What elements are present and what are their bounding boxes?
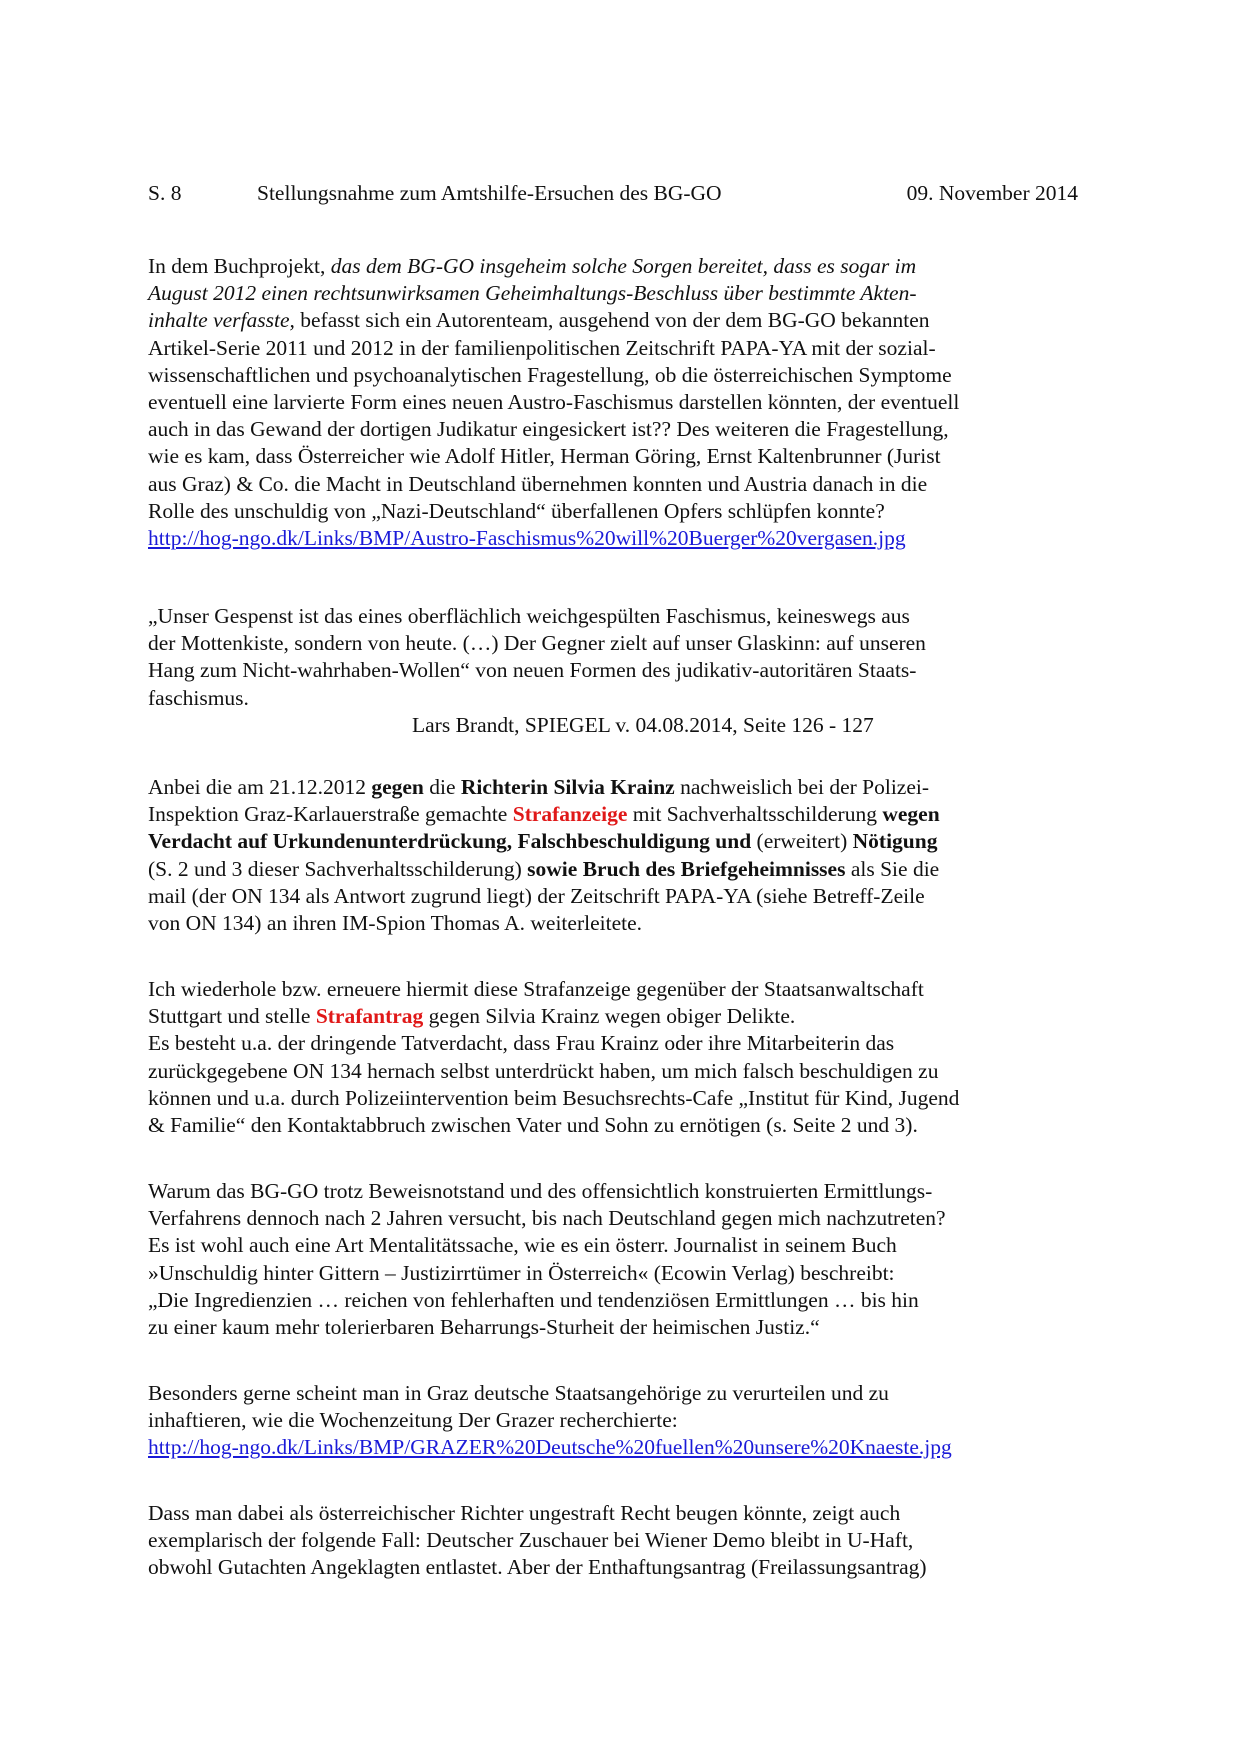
austro-faschismus-link[interactable]: http://hog-ngo.dk/Links/BMP/Austro-Faschismus%20will%20Buerger%20vergasen.jpg xyxy=(148,525,906,550)
text-line: exemplarisch der folgende Fall: Deutscher Zuschauer bei Wiener Demo bleibt in U-Haft, xyxy=(148,1528,914,1553)
italic-text: inhalte verfasste, xyxy=(148,308,295,333)
quote-source: Lars Brandt, SPIEGEL v. 04.08.2014, Seite 126 - 127 xyxy=(412,712,874,737)
quote-line: faschismus. xyxy=(148,685,249,710)
quote-line: „Unser Gespenst ist das eines oberflächlich weichgespülten Faschismus, keineswegs aus xyxy=(148,604,910,628)
text-line: »Unschuldig hinter Gittern – Justizirrtümer in Österreich« (Ecowin Verlag) beschreibt: xyxy=(148,1260,895,1285)
paragraph-book-project xyxy=(148,253,1088,552)
header-date: 09. November 2014 xyxy=(906,181,1078,205)
text-line: von ON 134) an ihren IM-Spion Thomas A. weiterleitete. xyxy=(148,910,643,935)
bold-text: wegen xyxy=(882,802,940,827)
text-line: aus Graz) & Co. die Macht in Deutschland übernehmen konnten und Austria danach in die xyxy=(148,471,928,496)
text-line: Rolle des unschuldig von „Nazi-Deutschland“ überfallenen Opfers schlüpfen konnte? xyxy=(148,498,885,523)
header-title: Stellungsnahme zum Amtshilfe-Ersuchen des BG-GO xyxy=(257,181,722,205)
text-line: zurückgegebene ON 134 hernach selbst unterdrückt haben, um mich falsch beschuldigen zu xyxy=(148,1058,939,1083)
bold-text: Verdacht auf Urkundenunterdrückung, Falschbeschuldigung und xyxy=(148,829,752,854)
text-line: inhaftieren, wie die Wochenzeitung Der Grazer recherchierte: xyxy=(148,1408,678,1433)
text: als Sie die xyxy=(845,856,940,881)
text: befasst sich ein Autorenteam, ausgehend von der dem BG-GO bekannten xyxy=(294,308,930,333)
text: gegen Silvia Krainz wegen obiger Delikte. xyxy=(423,1004,796,1029)
text: die xyxy=(423,775,461,799)
italic-text: das dem BG-GO insgeheim solche Sorgen bereitet, dass es sogar im xyxy=(330,254,917,278)
spiegel-quote xyxy=(148,603,1088,739)
bold-text: gegen xyxy=(371,775,424,799)
grazer-link[interactable]: http://hog-ngo.dk/Links/BMP/GRAZER%20Deutsche%20fuellen%20unsere%20Knaeste.jpg xyxy=(148,1435,952,1460)
text-line: obwohl Gutachten Angeklagten entlastet. Aber der Enthaftungsantrag (Freilassungsantrag) xyxy=(148,1555,927,1580)
italic-text: August 2012 einen rechtsunwirksamen Geheimhaltungs-Beschluss über bestimmte Akten- xyxy=(148,281,917,306)
bold-text: Nötigung xyxy=(852,829,938,854)
text-line: „Die Ingredienzien … reichen von fehlerhaften und tendenziösen Ermittlungen … bis hin xyxy=(148,1287,919,1312)
text-line: zu einer kaum mehr tolerierbaren Beharrungs-Sturheit der heimischen Justiz.“ xyxy=(148,1314,820,1339)
text: nachweislich bei der Polizei- xyxy=(674,775,930,799)
text: Stuttgart und stelle xyxy=(148,1004,316,1029)
text: Inspektion Graz-Karlauerstraße gemachte xyxy=(148,802,513,827)
text-line: Besonders gerne scheint man in Graz deutsche Staatsangehörige zu verurteilen und zu xyxy=(148,1381,889,1405)
bold-text: Richterin Silvia Krainz xyxy=(460,775,675,799)
paragraph-grazer xyxy=(148,1380,1088,1462)
text-line: Warum das BG-GO trotz Beweisnotstand und des offensichtlich konstruierten Ermittlungs- xyxy=(148,1179,933,1203)
paragraph-wiener-demo xyxy=(148,1500,1088,1582)
text-line: & Familie“ den Kontaktabbruch zwischen Vater und Sohn zu ernötigen (s. Seite 2 und 3). xyxy=(148,1112,918,1137)
text: In dem Buchprojekt, xyxy=(148,254,331,278)
text: Anbei die am 21.12.2012 xyxy=(148,775,372,799)
text-line: Es ist wohl auch eine Art Mentalitätssache, wie es ein österr. Journalist in seinem Buch xyxy=(148,1233,897,1258)
text: (erweitert) xyxy=(751,829,853,854)
red-emphasis: Strafantrag xyxy=(315,1004,424,1029)
text-line: wissenschaftlichen und psychoanalytischen Fragestellung, ob die österreichischen Symptome xyxy=(148,362,952,387)
quote-line: Hang zum Nicht-wahrhaben-Wollen“ von neuen Formen des judikativ-autoritären Staats- xyxy=(148,658,917,683)
text-line: Ich wiederhole bzw. erneuere hiermit diese Strafanzeige gegenüber der Staatsanwaltschaft xyxy=(148,977,924,1001)
page-header xyxy=(148,178,1078,208)
paragraph-strafanzeige xyxy=(148,774,1088,937)
text-line: Es besteht u.a. der dringende Tatverdacht, dass Frau Krainz oder ihre Mitarbeiterin das xyxy=(148,1031,895,1056)
text-line: Verfahrens dennoch nach 2 Jahren versucht, bis nach Deutschland gegen mich nachzutreten? xyxy=(148,1206,946,1231)
red-emphasis: Strafanzeige xyxy=(512,802,628,827)
paragraph-mentalitaet xyxy=(148,1178,1088,1341)
bold-text: sowie Bruch des Briefgeheimnisses xyxy=(527,856,846,881)
text-line: können und u.a. durch Polizeiintervention beim Besuchsrechts-Cafe „Institut für Kind, Jugend xyxy=(148,1085,960,1110)
text-line: Dass man dabei als österreichischer Richter ungestraft Recht beugen könnte, zeigt auch xyxy=(148,1501,901,1525)
text-line: mail (der ON 134 als Antwort zugrund liegt) der Zeitschrift PAPA-YA (siehe Betreff-Zeile xyxy=(148,883,925,908)
text: (S. 2 und 3 dieser Sachverhaltsschilderung) xyxy=(148,856,528,881)
text-line: wie es kam, dass Österreicher wie Adolf Hitler, Herman Göring, Ernst Kaltenbrunner (Jurist xyxy=(148,444,941,469)
paragraph-strafantrag xyxy=(148,976,1088,1139)
page-number: S. 8 xyxy=(148,181,182,205)
text-line: auch in das Gewand der dortigen Judikatur eingesickert ist?? Des weiteren die Fragestellung, xyxy=(148,417,949,442)
text-line: eventuell eine larvierte Form eines neuen Austro-Faschismus darstellen könnten, der eventuell xyxy=(148,389,960,414)
text: mit Sachverhaltsschilderung xyxy=(627,802,883,827)
text-line: Artikel-Serie 2011 und 2012 in der familienpolitischen Zeitschrift PAPA-YA mit der sozial- xyxy=(148,335,936,360)
quote-line: der Mottenkiste, sondern von heute. (…) Der Gegner zielt auf unser Glaskinn: auf unseren xyxy=(148,631,926,656)
